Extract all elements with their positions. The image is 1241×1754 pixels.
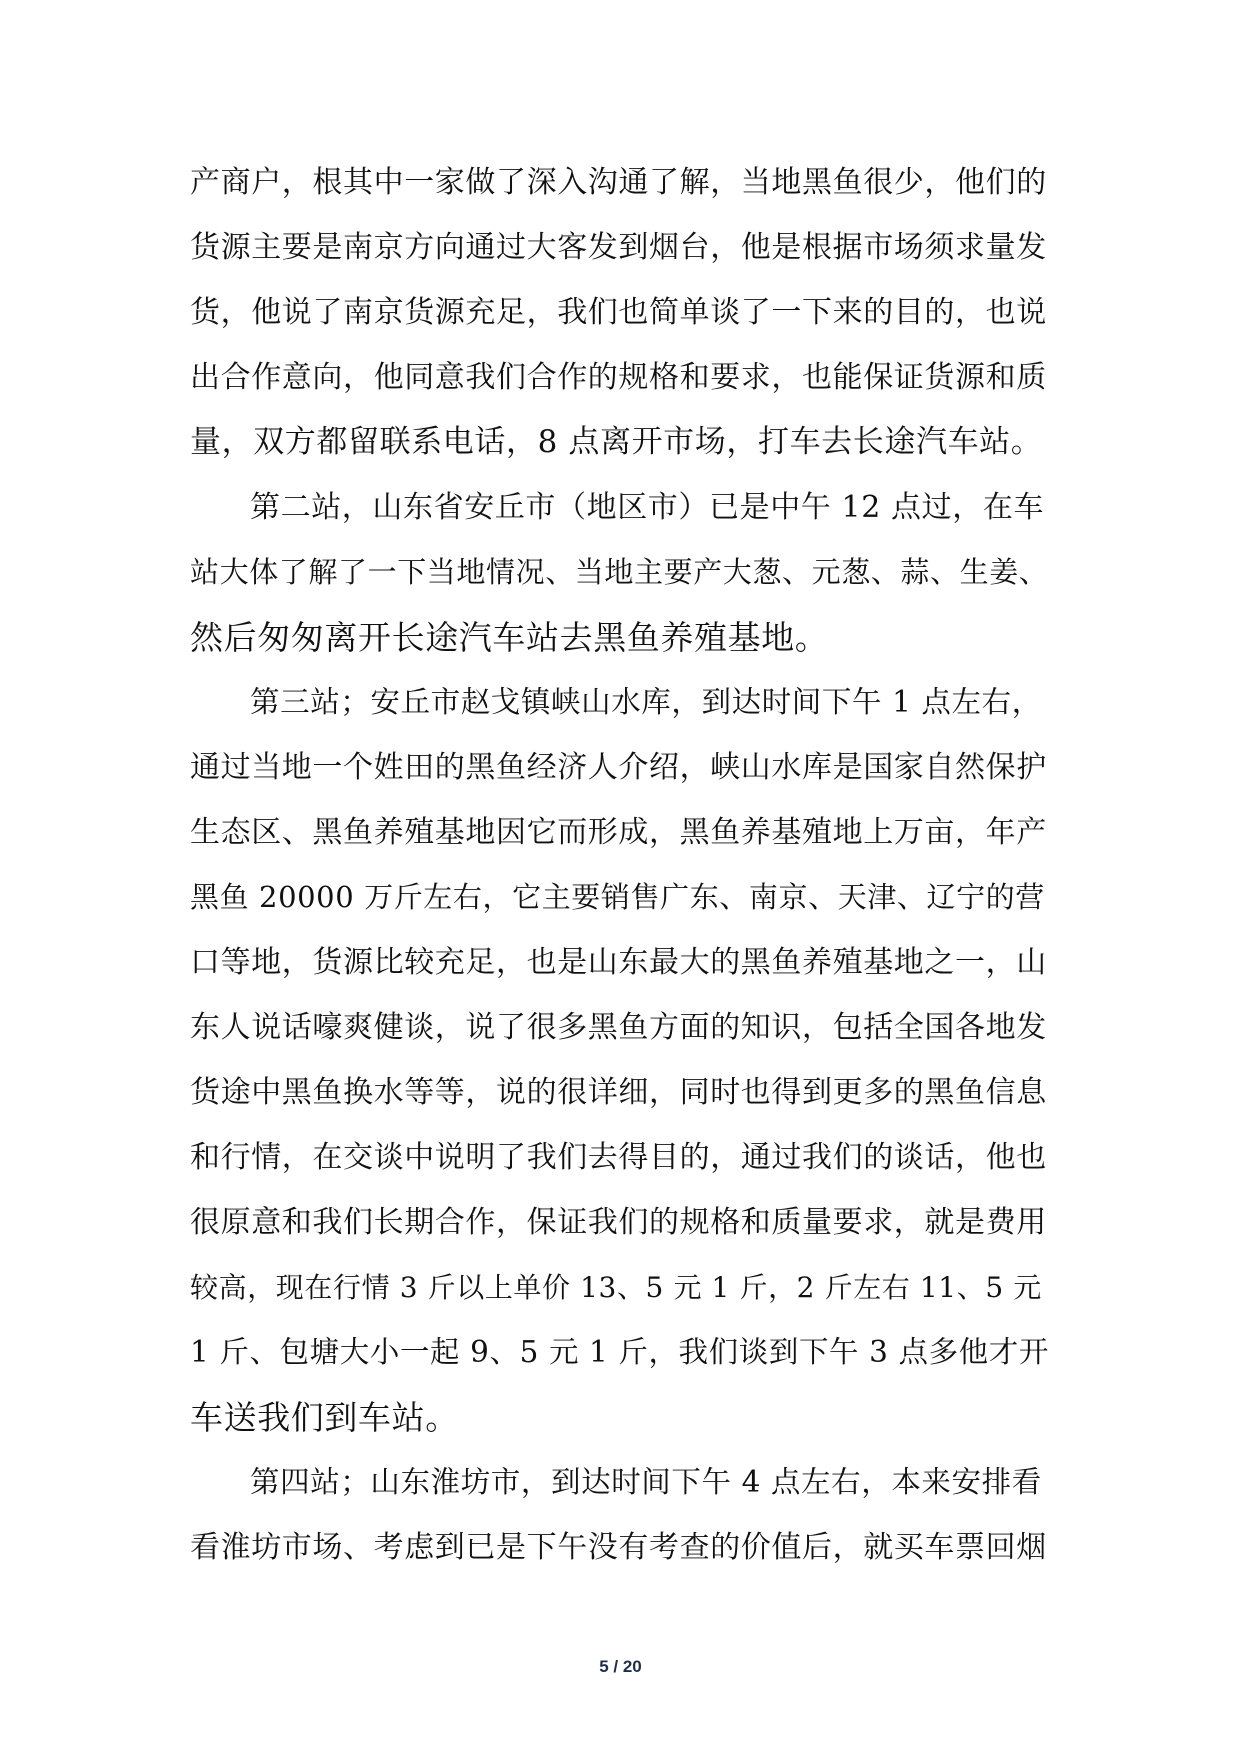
- text-line: 然后匆匆离开长途汽车站去黑鱼养殖基地。: [190, 618, 829, 657]
- text-line: 第三站；安丘市赵戈镇峡山水库，到达时间下午 1 点左右，: [250, 685, 1042, 719]
- body-text: [190, 150, 1050, 1580]
- text-line: 看淮坊市场、考虑到已是下午没有考查的价值后，就买车票回烟: [190, 1530, 1047, 1565]
- text-line: 第四站；山东淮坊市，到达时间下午 4 点左右，本来安排看: [250, 1465, 1042, 1499]
- text-line: 1 斤、包塘大小一起 9、5 元 1 斤，我们谈到下午 3 点多他才开: [190, 1335, 1049, 1369]
- text-line: 东人说话嚎爽健谈，说了很多黑鱼方面的知识，包括全国各地发: [190, 1010, 1047, 1045]
- text-line: 生态区、黑鱼养殖基地因它而形成，黑鱼养基殖地上万亩，年产: [190, 815, 1047, 850]
- text-line: 产商户，根其中一家做了深入沟通了解，当地黑鱼很少，他们的: [190, 165, 1047, 200]
- text-line: 出合作意向，他同意我们合作的规格和要求，也能保证货源和质: [190, 360, 1047, 395]
- text-line: 和行情，在交谈中说明了我们去得目的，通过我们的谈话，他也: [190, 1140, 1047, 1175]
- text-line: 黑鱼 20000 万斤左右，它主要销售广东、南京、天津、辽宁的营: [190, 880, 1045, 914]
- text-line: 车送我们到车站。: [190, 1398, 459, 1437]
- text-line: 口等地，货源比较充足，也是山东最大的黑鱼养殖基地之一，山: [190, 945, 1047, 980]
- text-line: 较高，现在行情 3 斤以上单价 13、5 元 1 斤，2 斤左右 11、5 元: [190, 1271, 1042, 1304]
- text-line: 量，双方都留联系电话，8 点离开市场，打车去长途汽车站。: [190, 424, 1043, 460]
- text-line: 很原意和我们长期合作，保证我们的规格和质量要求，就是费用: [190, 1205, 1047, 1240]
- text-line: 通过当地一个姓田的黑鱼经济人介绍，峡山水库是国家自然保护: [190, 750, 1047, 785]
- text-line: 货途中黑鱼换水等等，说的很详细，同时也得到更多的黑鱼信息: [190, 1075, 1047, 1110]
- page-number: 5 / 20: [599, 1657, 642, 1676]
- text-line: 货源主要是南京方向通过大客发到烟台，他是根据市场须求量发: [190, 230, 1047, 265]
- text-line: 站大体了解了一下当地情况、当地主要产大葱、元葱、蒜、生姜、: [190, 555, 1049, 589]
- text-line: 货，他说了南京货源充足，我们也简单谈了一下来的目的，也说: [190, 295, 1047, 330]
- text-line: 第二站，山东省安丘市（地区市）已是中午 12 点过，在车: [250, 490, 1045, 525]
